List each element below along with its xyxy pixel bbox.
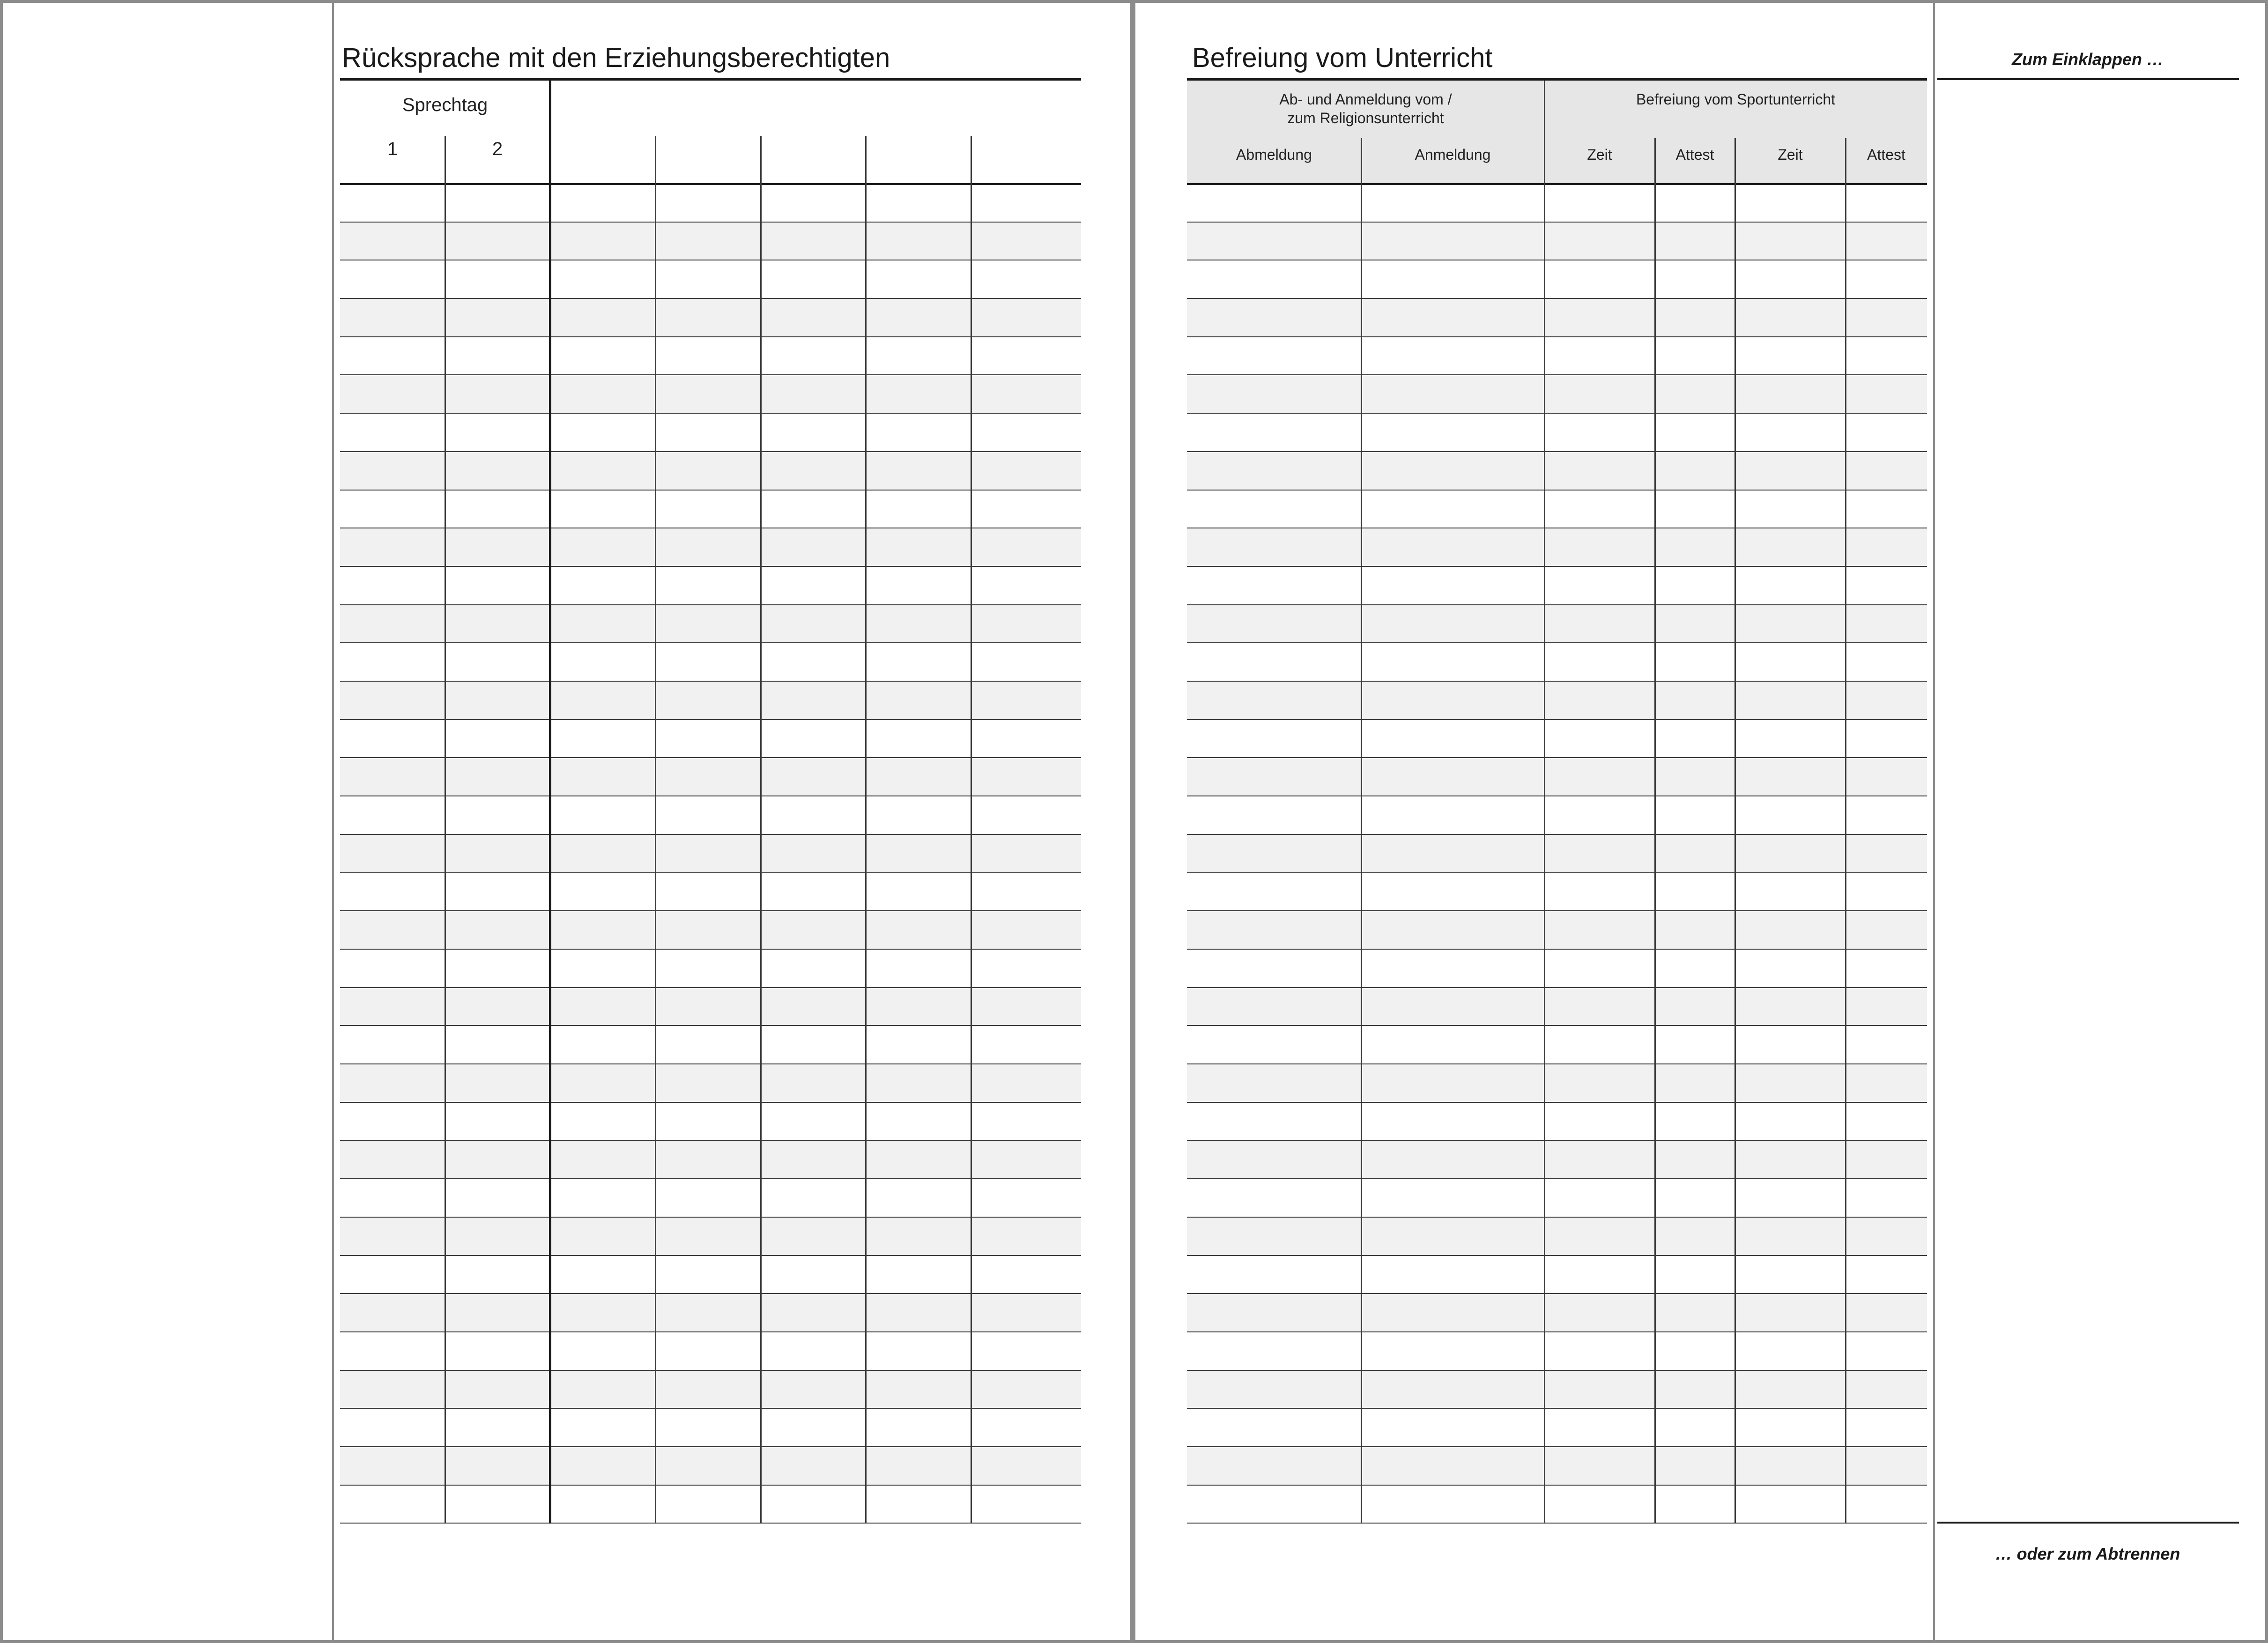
table-row <box>340 452 1081 491</box>
table-row <box>1187 1332 1927 1371</box>
table-row <box>340 1064 1081 1103</box>
table-row <box>1187 414 1927 452</box>
table-row <box>340 1026 1081 1064</box>
attest-label-2: Attest <box>1867 146 1905 163</box>
column-divider <box>549 80 551 1524</box>
table-row <box>1187 528 1927 567</box>
table-row <box>340 337 1081 376</box>
left-margin-divider <box>332 0 334 1643</box>
flap-divider <box>1933 0 1935 1643</box>
table-row <box>1187 605 1927 644</box>
table-row <box>1187 1141 1927 1180</box>
column-divider <box>1361 138 1362 1524</box>
table-row <box>1187 682 1927 720</box>
table-row <box>340 1409 1081 1447</box>
column-divider <box>1654 138 1656 1524</box>
table-row <box>340 605 1081 644</box>
table-row <box>340 682 1081 720</box>
table-row <box>1187 720 1927 758</box>
column-divider <box>1845 138 1846 1524</box>
table-row <box>340 1141 1081 1180</box>
table-row <box>340 1294 1081 1332</box>
table-row <box>340 873 1081 912</box>
table-row <box>1187 950 1927 988</box>
table-row <box>340 299 1081 337</box>
table-row <box>1187 184 1927 223</box>
table-row <box>340 1332 1081 1371</box>
table-row <box>1187 1447 1927 1486</box>
table-row <box>1187 452 1927 491</box>
table-row <box>1187 1371 1927 1409</box>
column-divider <box>1544 81 1545 1524</box>
table-row <box>1187 337 1927 376</box>
table-row <box>340 835 1081 873</box>
table-row <box>1187 491 1927 529</box>
sprechtag-col1-label: 1 <box>387 139 398 159</box>
table-row <box>340 223 1081 261</box>
table-row <box>1187 1064 1927 1103</box>
anmeldung-label: Anmeldung <box>1415 146 1491 163</box>
left-section-title: Rücksprache mit den Erziehungsberechtigten <box>342 43 890 73</box>
table-row <box>1187 223 1927 261</box>
flap-bottom-note: … oder zum Abtrennen <box>1995 1544 2180 1563</box>
table-row <box>1187 1409 1927 1447</box>
table-row <box>340 1447 1081 1486</box>
table-row <box>340 1103 1081 1141</box>
center-fold-divider <box>1130 0 1135 1643</box>
table-row <box>1187 643 1927 682</box>
table-row <box>1187 1103 1927 1141</box>
table-row <box>1187 1218 1927 1256</box>
table-row <box>340 720 1081 758</box>
sprechtag-col2-label: 2 <box>492 139 503 159</box>
table-row <box>340 260 1081 299</box>
zeit-label-2: Zeit <box>1778 146 1803 163</box>
table-row <box>340 1256 1081 1294</box>
table-row <box>1187 1256 1927 1294</box>
table-row <box>340 758 1081 797</box>
column-divider <box>865 136 867 1524</box>
sport-group-label: Befreiung vom Sportunterricht <box>1636 91 1836 108</box>
sprechtag-label: Sprechtag <box>402 95 488 115</box>
table-row <box>340 1179 1081 1218</box>
table-row <box>1187 299 1927 337</box>
table-row <box>1187 1486 1927 1524</box>
flap-bottom-rule <box>1937 1522 2239 1524</box>
table-row <box>1187 835 1927 873</box>
table-row <box>1187 567 1927 605</box>
table-row <box>340 491 1081 529</box>
table-row <box>1187 376 1927 414</box>
abmeldung-label: Abmeldung <box>1236 146 1312 163</box>
left-title-rule <box>340 78 1081 81</box>
right-section-title: Befreiung vom Unterricht <box>1192 43 1493 73</box>
table-row <box>1187 796 1927 835</box>
table-row <box>340 376 1081 414</box>
table-row <box>1187 758 1927 797</box>
flap-top-note: Zum Einklappen … <box>2011 50 2164 69</box>
column-divider <box>971 136 972 1524</box>
table-row <box>1187 1179 1927 1218</box>
table-row <box>1187 260 1927 299</box>
table-row <box>1187 873 1927 912</box>
table-row <box>1187 1294 1927 1332</box>
table-row <box>340 567 1081 605</box>
table-row <box>340 184 1081 223</box>
column-divider <box>760 136 762 1524</box>
table-row <box>340 643 1081 682</box>
table-row <box>340 1218 1081 1256</box>
table-row <box>1187 911 1927 950</box>
table-row <box>340 796 1081 835</box>
table-row <box>340 414 1081 452</box>
zeit-label-1: Zeit <box>1587 146 1612 163</box>
table-row <box>340 911 1081 950</box>
table-row <box>1187 988 1927 1026</box>
flap-top-rule <box>1937 78 2239 80</box>
table-row <box>1187 1026 1927 1064</box>
column-divider <box>1734 138 1736 1524</box>
table-row <box>340 528 1081 567</box>
column-divider <box>655 136 656 1524</box>
religion-group-label-line2: zum Religionsunterricht <box>1287 110 1444 126</box>
religion-group-label-line1: Ab- und Anmeldung vom / <box>1279 91 1452 108</box>
table-row <box>340 950 1081 988</box>
table-row <box>340 988 1081 1026</box>
attest-label-1: Attest <box>1675 146 1714 163</box>
table-row <box>340 1486 1081 1524</box>
column-divider <box>445 136 446 1524</box>
table-row <box>340 1371 1081 1409</box>
